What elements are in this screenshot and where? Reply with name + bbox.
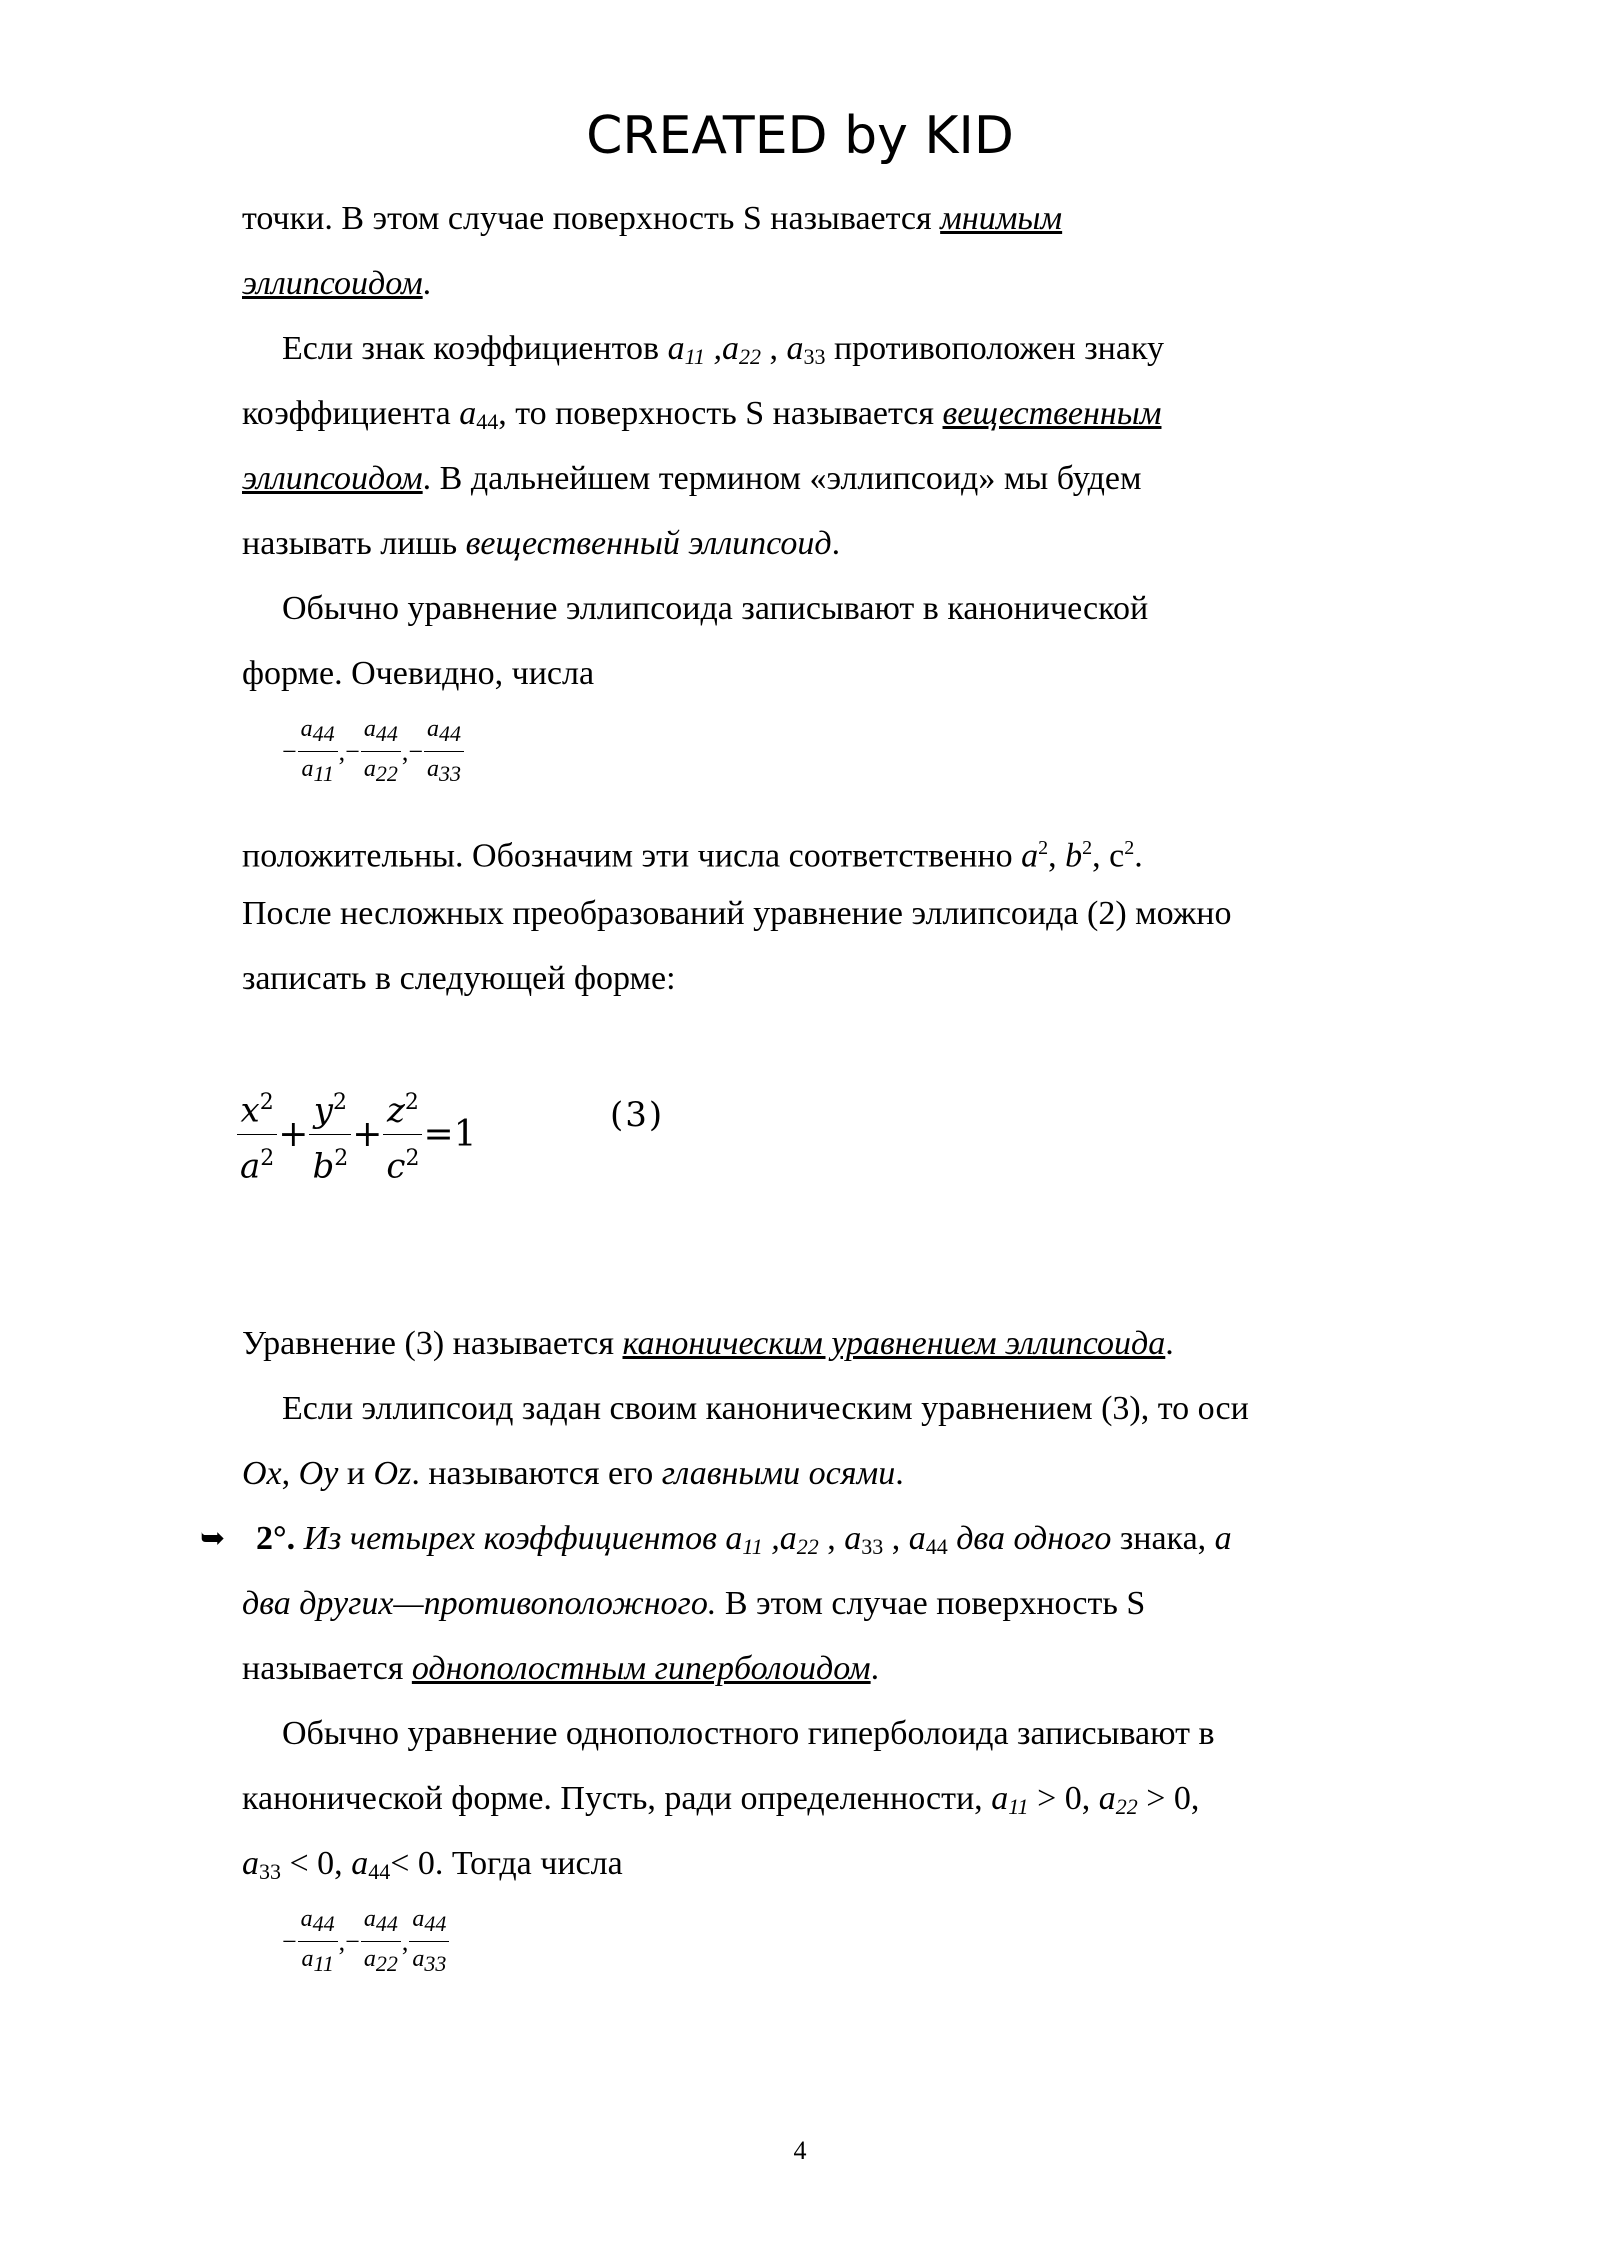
text-line: ➥ 2°. Из четырех коэффициентов $a_{11}$ $,a_{22}$ , $a_{33}$ , $a_{44}$ два одного знака, а (242, 1506, 1372, 1571)
text-line: коэффициента $a_{44}$, то поверхность S называется вещественным (242, 395, 1162, 434)
text-line: Если эллипсоид задан своим каноническим уравнением (3), то оси (282, 1390, 1249, 1427)
term-imaginary-ellipsoid: мнимым (940, 200, 1063, 237)
fraction-list-1 (242, 706, 1372, 816)
coefficient-fraction: $\frac{a44}{a22}$ (361, 714, 401, 789)
fraction-sign: ,− (338, 736, 360, 766)
text-line: называется однополостным гиперболоидом. (242, 1650, 880, 1687)
term-real-ellipsoid-cont: эллипсоидом (242, 460, 423, 497)
coefficient-fraction: $\frac{a44}{a11}$ (298, 1904, 338, 1979)
text-line: два других—противоположного. В этом случае поверхность S (242, 1585, 1146, 1622)
text-line: Обычно уравнение однополостного гиперболоида записывают в (282, 1715, 1215, 1752)
fraction-list-2 (242, 1896, 1372, 2006)
term-real-ellipsoid: вещественным (942, 395, 1162, 432)
term-imaginary-ellipsoid-cont: эллипсоидом (242, 265, 423, 302)
document-body (200, 186, 1372, 2006)
equation-number: (3) (610, 1095, 665, 1135)
page-header: CREATED by KID (586, 106, 1014, 166)
canonical-equation (242, 1011, 1372, 1201)
text-line: форме. Очевидно, числа (242, 655, 595, 692)
fraction-sign: − (282, 736, 297, 766)
text-line: Обычно уравнение эллипсоида записывают в канонической (282, 590, 1149, 627)
text-line: записать в следующей форме: (242, 960, 676, 997)
text-line: Уравнение (3) называется каноническим уравнением эллипсоида. (242, 1325, 1174, 1362)
text-line: После несложных преобразований уравнение эллипсоида (2) можно (242, 895, 1232, 932)
term-one-sheet-hyperboloid: однополостным гиперболоидом (411, 1650, 871, 1687)
text-line: положительны. Обозначим эти числа соответственно $a^2$, $b^2$, $c^2$. (242, 837, 1143, 875)
equation-formula: $\frac{x^2}{a^2}$ + $\frac{y^2}{b^2}$ + $\frac{z^2}{c^2}$ =1 (236, 1081, 477, 1189)
text-line: называть лишь вещественный эллипсоид. (242, 525, 841, 562)
coefficient-fraction: $\frac{a44}{a11}$ (298, 714, 338, 789)
fraction-sign: ,− (401, 736, 424, 766)
coefficient-fraction: $\frac{a44}{a33}$ (409, 1904, 449, 1979)
text-line: точки. В этом случае поверхность S называется мнимым (242, 200, 1063, 237)
term-canonical-equation: каноническим уравнением эллипсоида (622, 1325, 1166, 1362)
text-line: канонической форме. Пусть, ради определенности, $a_{11} > 0$, $a_{22} > 0$, (242, 1780, 1200, 1819)
text-line: эллипсоидом. В дальнейшем термином «эллипсоид» мы будем (242, 460, 1142, 497)
fraction-sign: , (401, 1926, 409, 1956)
page-number: 4 (793, 2136, 807, 2165)
text-line: Если знак коэффициентов $a_{11}$ $,a_{22}$ , $a_{33}$ противоположен знаку (282, 330, 1165, 369)
fraction-sign: − (282, 1926, 297, 1956)
text-line: Ox, Oy и Oz. называются его главными осями. (242, 1455, 904, 1492)
fraction-sign: ,− (338, 1926, 360, 1956)
coefficient-fraction: $\frac{a44}{a33}$ (424, 714, 464, 789)
text-line: $a_{33} < 0$, $a_{44}< 0$. Тогда числа (242, 1845, 623, 1884)
coefficient-fraction: $\frac{a44}{a22}$ (361, 1904, 401, 1979)
arrow-bullet-icon: ➥ (200, 1521, 226, 1556)
text-line: эллипсоидом. (242, 265, 432, 302)
